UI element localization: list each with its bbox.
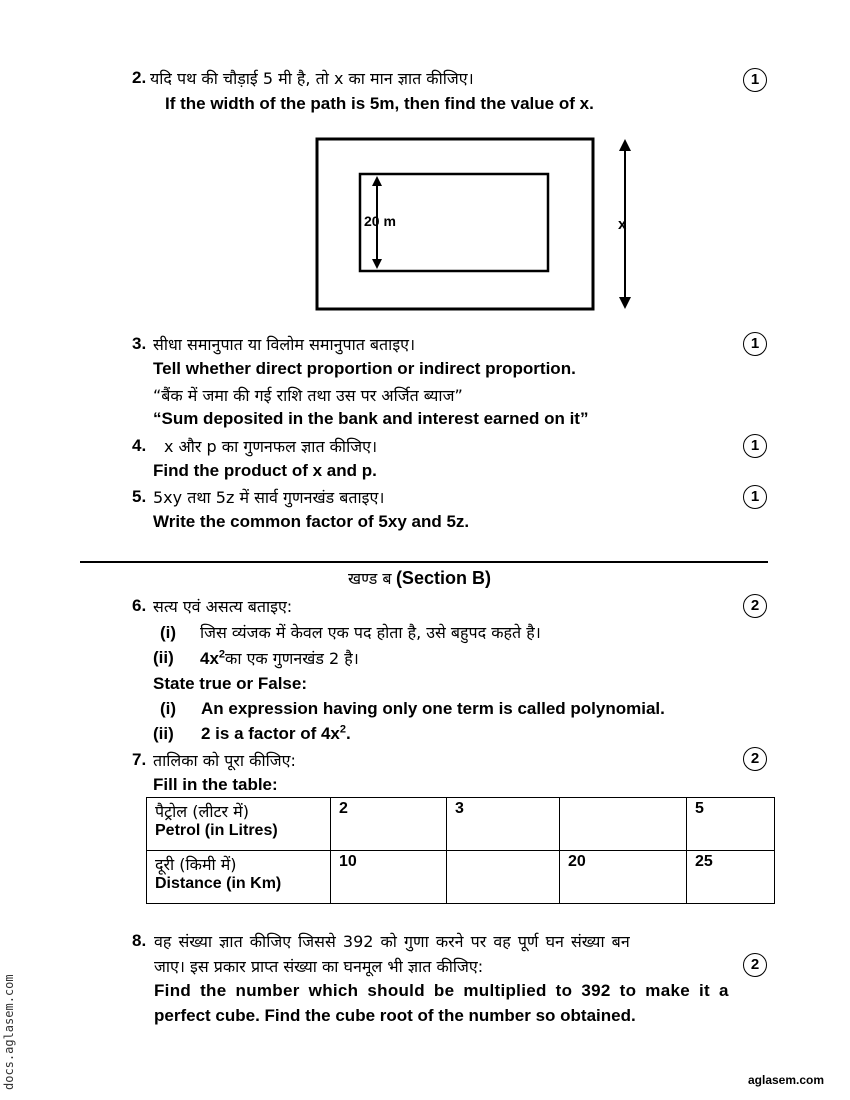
table-cell: 25 <box>687 851 775 904</box>
q3-english: Tell whether direct proportion or indirect proportion. <box>153 359 576 378</box>
q8-hindi-line-2: जाए। इस प्रकार प्राप्त संख्या का घनमूल भी ज्ञात कीजिए: <box>154 957 484 976</box>
q5-hindi: 5xy तथा 5z में सार्व गुणनखंड बताइए। <box>153 488 385 507</box>
q6-hindi: सत्य एवं असत्य बताइए: <box>153 597 293 616</box>
table-cell <box>560 798 687 851</box>
q3-marks: 1 <box>743 332 767 356</box>
table-cell: 20 <box>560 851 687 904</box>
outer-rectangle <box>317 139 593 309</box>
inner-arrow-up <box>372 176 382 186</box>
q4-marks: 1 <box>743 434 767 458</box>
section-b-heading <box>348 567 491 589</box>
q7-marks: 2 <box>743 747 767 771</box>
q6-marks: 2 <box>743 594 767 618</box>
q6-hi-item-1-text: जिस व्यंजक में केवल एक पद होता है, उसे बहुपद कहते है। <box>200 623 541 642</box>
q6-hi-item-2-pre: 4x <box>200 649 219 668</box>
q6-en-item-1-label: (i) <box>160 699 177 718</box>
q2-hindi: यदि पथ की चौड़ाई 5 मी है, तो x का मान ज्ञात कीजिए। <box>150 69 474 88</box>
q6-en-item-2-text: 2 is a factor of 4x <box>201 724 340 743</box>
q6-en-item-1-text: An expression having only one term is called polynomial. <box>201 699 665 718</box>
distance-label-english: Distance (in Km) <box>155 875 282 892</box>
inner-width-label: 20 m <box>364 213 396 229</box>
section-b-hindi: खण्ड ब <box>348 569 392 588</box>
q4-number: 4. <box>132 436 147 455</box>
site-name: aglasem.com <box>748 1073 825 1087</box>
q3-hindi: सीधा समानुपात या विलोम समानुपात बताइए। <box>153 335 416 354</box>
table-cell: 5 <box>687 798 775 851</box>
q6-en-item-2-post: . <box>346 724 351 743</box>
q7-hindi: तालिका को पूरा कीजिए: <box>153 751 296 770</box>
table-row-header <box>147 851 331 904</box>
q2-marks: 1 <box>743 68 767 92</box>
q6-hi-item-2-label: (ii) <box>153 648 174 667</box>
table-row <box>147 798 775 851</box>
q8-english-line-2: perfect cube. Find the cube root of the number so obtained. <box>154 1006 636 1025</box>
outer-arrow-up <box>619 139 631 151</box>
q3-quote-hindi: “बैंक में जमा की गई राशि तथा उस पर अर्जित ब्याज” <box>153 386 463 405</box>
q6-hi-item-1-label: (i) <box>160 623 177 642</box>
q6-en-item-2-label: (ii) <box>153 724 174 743</box>
section-b-english: (Section B) <box>395 568 491 588</box>
q3-number: 3. <box>132 334 147 353</box>
q6-number: 6. <box>132 596 147 615</box>
q8-number: 8. <box>132 931 147 950</box>
q6-en-item-2-sup: 2 <box>339 723 347 736</box>
table-cell: 3 <box>447 798 560 851</box>
distance-label-hindi: दूरी (किमी में) <box>155 855 237 874</box>
q2-number: 2. <box>132 68 147 87</box>
petrol-label-hindi: पैट्रोल (लीटर में) <box>155 802 249 821</box>
table-cell <box>447 851 560 904</box>
q4-hindi: x और p का गुणनफल ज्ञात कीजिए। <box>164 437 378 456</box>
q8-hindi-line-1: वह संख्या ज्ञात कीजिए जिससे 392 को गुणा करने पर वह पूर्ण घन संख्या बन <box>154 932 630 951</box>
fill-table <box>146 797 775 904</box>
petrol-label-english: Petrol (in Litres) <box>155 822 278 839</box>
inner-arrow-down <box>372 259 382 269</box>
q7-english: Fill in the table: <box>153 775 278 794</box>
q6-hi-item-2-text: का एक गुणनखंड 2 है। <box>225 649 359 668</box>
q6-hi-item-2 <box>200 647 359 669</box>
q8-english-line-1: Find the number which should be multiplied to 392 to make it a <box>154 981 729 1000</box>
section-divider <box>80 561 768 563</box>
q3-quote-english: “Sum deposited in the bank and interest earned on it” <box>153 409 589 428</box>
table-cell: 10 <box>331 851 447 904</box>
side-watermark: docs.aglasem.com <box>2 974 16 1090</box>
q8-marks: 2 <box>743 953 767 977</box>
outer-arrow-down <box>619 297 631 309</box>
q6-en-item-2 <box>201 724 351 744</box>
table-cell: 2 <box>331 798 447 851</box>
q4-english: Find the product of x and p. <box>153 461 377 480</box>
outer-x-label: x <box>618 216 627 233</box>
q7-number: 7. <box>132 750 147 769</box>
q5-marks: 1 <box>743 485 767 509</box>
q5-english: Write the common factor of 5xy and 5z. <box>153 512 470 531</box>
table-row-header <box>147 798 331 851</box>
q2-english: If the width of the path is 5m, then find the value of x. <box>165 94 594 113</box>
path-diagram <box>300 134 650 314</box>
q5-number: 5. <box>132 487 147 506</box>
table-row <box>147 851 775 904</box>
q6-english: State true or False: <box>153 674 307 693</box>
q6-hi-item-2-sup: 2 <box>218 648 226 661</box>
